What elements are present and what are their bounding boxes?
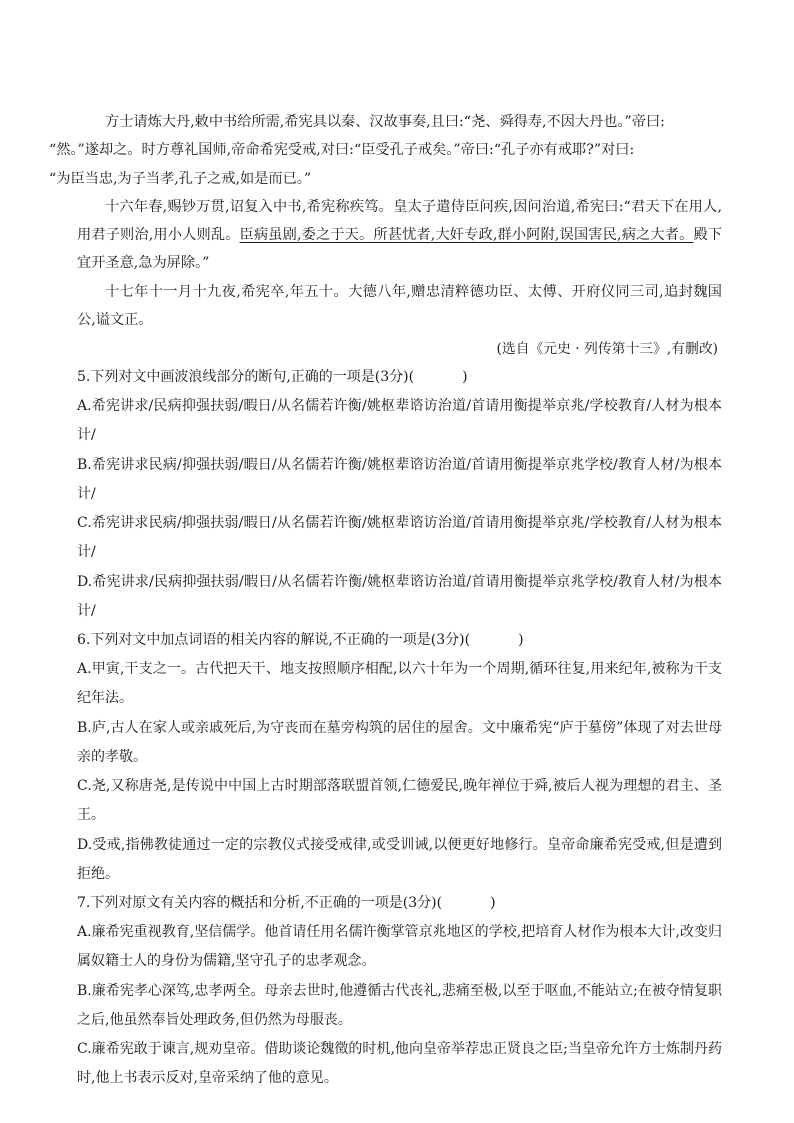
passage-paragraph-2	[77, 193, 722, 278]
passage-paragraph-3: 十七年十一月十九夜,希宪卒,年五十。大德八年,赠忠清粹德功臣、太傅、开府仪同三司,追封魏国公,谥文正。	[77, 283, 722, 329]
passage-p2-after: 殿下宜开圣意,急为屏除。”	[77, 227, 722, 272]
passage-p1-line2: “然。”遂却之。时方尊礼国师,帝命希宪受戒,对曰:“臣受孔子戒矣。”帝曰:“孔子亦有戒耶?”对曰:	[49, 142, 635, 159]
question-stem	[77, 626, 722, 655]
question-5-option-b: B.希宪讲求民病/抑强扶弱/暇日/从名儒若许衡/姚枢辈谘访治道/首请用衡提举京兆学校/教育人材/为根本计/	[77, 456, 722, 502]
question-7-option-c: C.廉希宪敢于谏言,规劝皇帝。借助谈论魏徵的时机,他向皇帝举荐忠正贤良之臣;当皇帝允许方士炼制丹药时,他上书表示反对,皇帝采纳了他的意见。	[77, 1041, 722, 1087]
question-6-option-a: A.甲寅,干支之一。古代把天干、地支按照顺序相配,以六十年为一个周期,循环往复,用来纪年,被称为干支纪年法。	[77, 660, 722, 707]
question-5-close: )	[462, 369, 468, 386]
question-6-option-b: B.庐,古人在家人或亲戚死后,为守丧而在墓旁构筑的居住的屋舍。文中廉希宪“庐于墓傍”体现了对去世母亲的孝敬。	[77, 719, 722, 765]
question-7-close: )	[490, 895, 496, 912]
passage-p2-underlined: 臣病虽剧,委之于天。所甚忧者,大奸专政,群小阿附,误国害民,病之大者。	[239, 227, 694, 244]
question-5-option-d: D.希宪讲求/民病抑强扶弱/暇日/从名儒若许衡/姚枢辈谘访治道/首请用衡提举京兆学校/教育人材/为根本计/	[77, 573, 722, 620]
question-6-option-d: D.受戒,指佛教徒通过一定的宗教仪式接受戒律,或受训诫,以便更好地修行。皇帝命廉希宪受戒,但是遭到拒绝。	[77, 836, 722, 883]
passage-p1-line3: “为臣当忠,为子当孝,孔子之戒,如是而已。”	[49, 170, 312, 187]
question-6	[77, 626, 722, 889]
question-7-option-a: A.廉希宪重视教育,坚信儒学。他首请任用名儒许衡掌管京兆地区的学校,把培育人材作为根本大计,改变归属奴籍士人的身份为儒籍,坚守孔子的忠孝观念。	[77, 923, 722, 970]
question-5-option-a: A.希宪讲求/民病抑强扶弱/暇日/从名儒若许衡/姚枢辈谘访治道/首请用衡提举京兆/学校教育/人材为根本计/	[77, 397, 722, 444]
page-content	[49, 108, 722, 1094]
question-7-option-b: B.廉希宪孝心深笃,忠孝两全。母亲去世时,他遵循古代丧礼,悲痛至极,以至于呕血,不能站立;在被夺情复职之后,他虽然奉旨处理政务,但仍然为母服丧。	[77, 982, 722, 1028]
passage-paragraph-1	[49, 108, 722, 193]
question-5-stem: 5.下列对文中画波浪线部分的断句,正确的一项是(3分)(	[77, 369, 415, 386]
question-6-stem: 6.下列对文中加点词语的相关内容的解说,不正确的一项是(3分)(	[77, 632, 471, 649]
question-7	[77, 889, 722, 1093]
question-stem	[77, 363, 722, 392]
passage-p2-before: 十六年春,赐钞万贯,诏复入中书,希宪称疾笃。皇太子遣侍臣问疾,因问治道,希宪曰:“君天下在用人,用君子则治,用小人则乱。	[77, 198, 722, 244]
question-5	[77, 363, 722, 626]
question-6-close: )	[518, 632, 524, 649]
question-6-option-c: C.尧,又称唐尧,是传说中中国上古时期部落联盟首领,仁德爱民,晚年禅位于舜,被后人视为理想的君主、圣王。	[77, 778, 722, 824]
question-7-stem: 7.下列对原文有关内容的概括和分析,不正确的一项是(3分)(	[77, 895, 443, 912]
question-5-option-c: C.希宪讲求民病/抑强扶弱/暇日/从名儒若许衡/姚枢辈谘访治道/首请用衡提举京兆/学校教育/人材为根本计/	[77, 515, 722, 561]
question-stem	[77, 889, 722, 918]
passage-p1-line1: 方士请炼大丹,敕中书给所需,希宪具以秦、汉故事奏,且曰:“尧、舜得寿,不因大丹也。”帝曰:	[105, 114, 665, 130]
passage-source: (选自《元史 · 列传第十三》,有删改)	[496, 341, 718, 358]
